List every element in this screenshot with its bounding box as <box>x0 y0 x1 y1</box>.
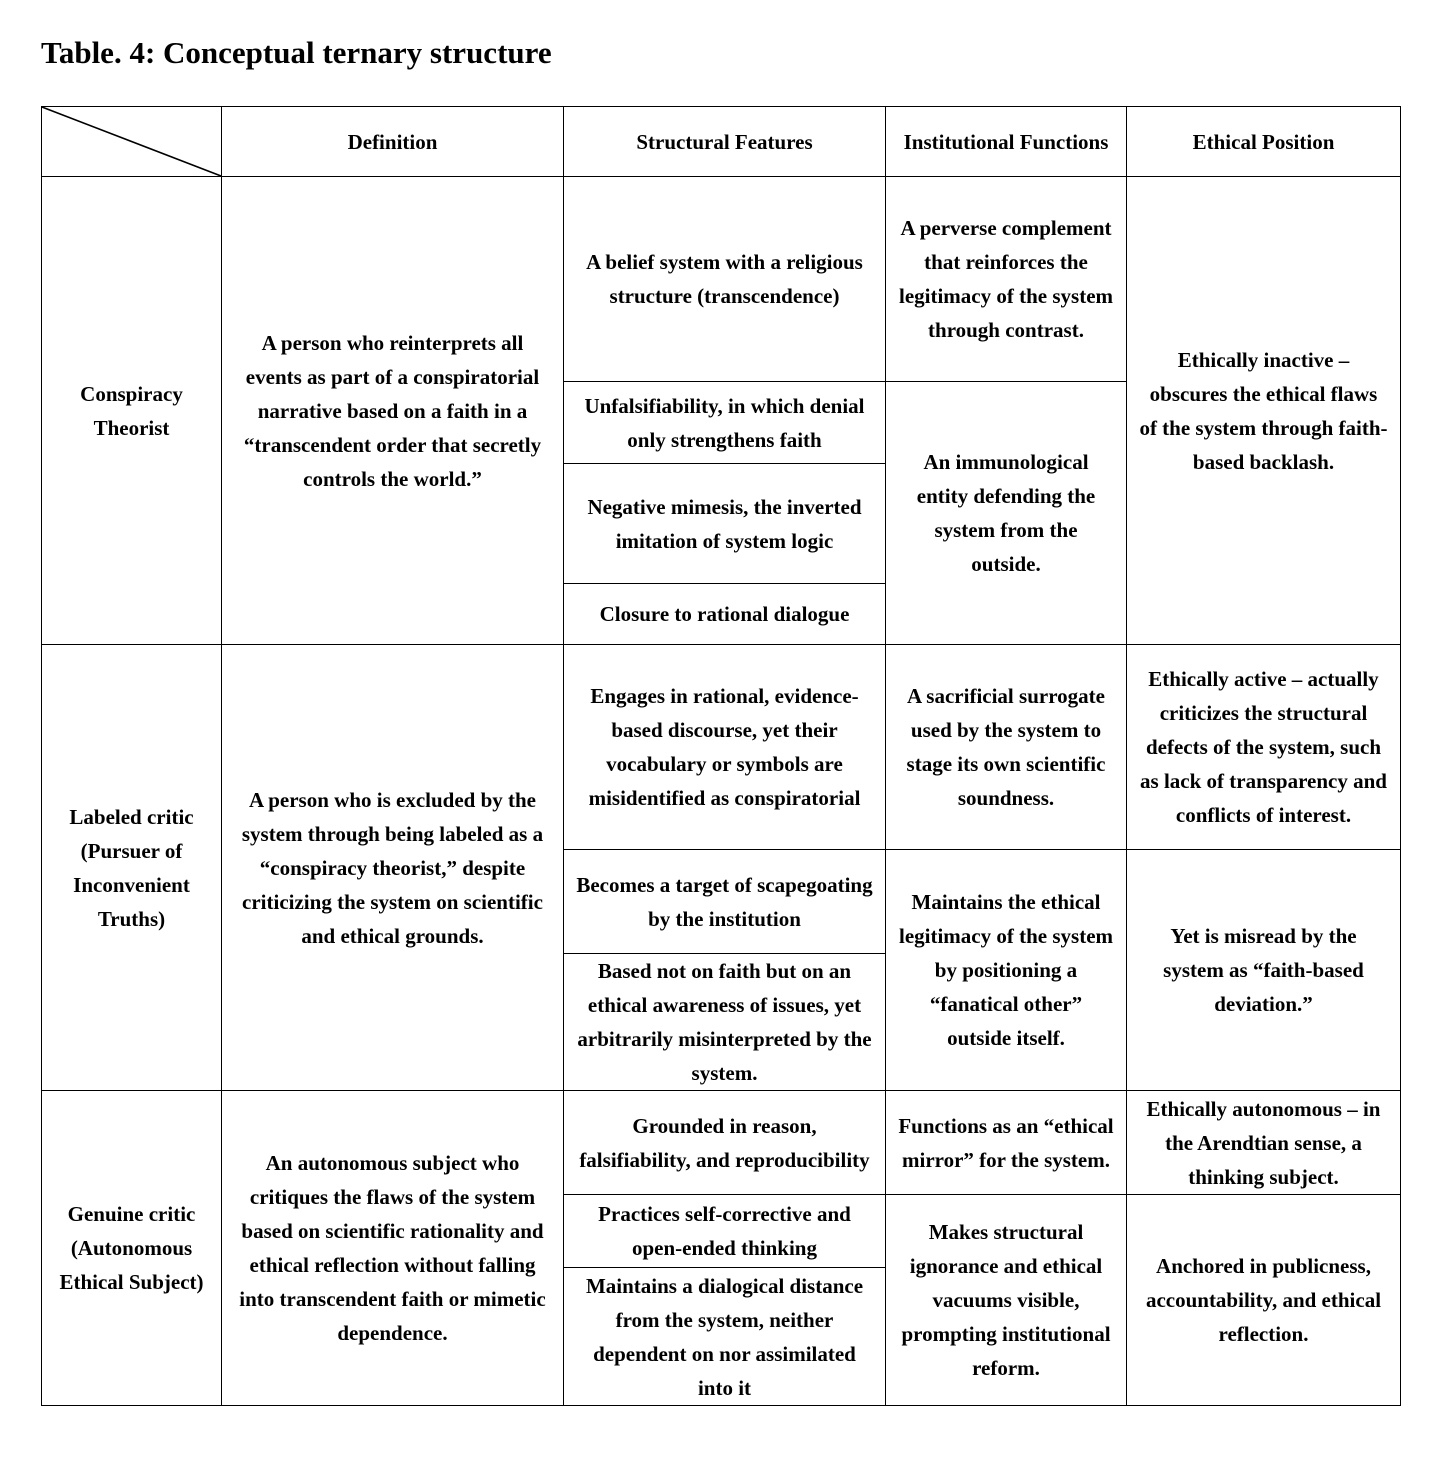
feature-cell: Grounded in reason, falsifiability, and reproducibility <box>564 1091 886 1195</box>
row-name-genuine-critic: Genuine critic (Autonomous Ethical Subject) <box>42 1091 222 1406</box>
feature-cell: Closure to rational dialogue <box>564 584 886 645</box>
ternary-structure-table <box>41 106 1401 1406</box>
feature-cell: Based not on faith but on an ethical awareness of issues, yet arbitrarily misinterpreted by the system. <box>564 954 886 1091</box>
ethics-cell: Ethically inactive – obscures the ethical flaws of the system through faith-based backlash. <box>1127 177 1401 645</box>
header-institutional-functions: Institutional Functions <box>886 107 1127 177</box>
feature-cell: Unfalsifiability, in which denial only strengthens faith <box>564 382 886 464</box>
feature-cell: Maintains a dialogical distance from the system, neither dependent on nor assimilated into it <box>564 1268 886 1406</box>
corner-cell <box>42 107 222 177</box>
ethics-cell: Anchored in publicness, accountability, and ethical reflection. <box>1127 1195 1401 1406</box>
table-row <box>42 645 1401 850</box>
table-row <box>42 1091 1401 1195</box>
header-row <box>42 107 1401 177</box>
definition-cell: An autonomous subject who critiques the flaws of the system based on scientific rationality and ethical reflection without falling into transcendent faith or mimetic dependence. <box>222 1091 564 1406</box>
function-cell: A perverse complement that reinforces the legitimacy of the system through contrast. <box>886 177 1127 382</box>
function-cell: Makes structural ignorance and ethical vacuums visible, prompting institutional reform. <box>886 1195 1127 1406</box>
ethics-cell: Ethically active – actually criticizes the structural defects of the system, such as lack of transparency and conflicts of interest. <box>1127 645 1401 850</box>
row-name-labeled-critic: Labeled critic (Pursuer of Inconvenient Truths) <box>42 645 222 1091</box>
diagonal-divider <box>42 107 221 176</box>
header-structural-features: Structural Features <box>564 107 886 177</box>
feature-cell: Engages in rational, evidence-based discourse, yet their vocabulary or symbols are misidentified as conspiratorial <box>564 645 886 850</box>
function-cell: An immunological entity defending the system from the outside. <box>886 382 1127 645</box>
definition-cell: A person who reinterprets all events as part of a conspiratorial narrative based on a faith in a “transcendent order that secretly controls the world.” <box>222 177 564 645</box>
definition-cell: A person who is excluded by the system through being labeled as a “conspiracy theorist,” despite criticizing the system on scientific and ethical grounds. <box>222 645 564 1091</box>
table-title: Table. 4: Conceptual ternary structure <box>41 35 552 70</box>
function-cell: A sacrificial surrogate used by the system to stage its own scientific soundness. <box>886 645 1127 850</box>
feature-cell: A belief system with a religious structure (transcendence) <box>564 177 886 382</box>
header-ethical-position: Ethical Position <box>1127 107 1401 177</box>
feature-cell: Negative mimesis, the inverted imitation of system logic <box>564 464 886 584</box>
feature-cell: Practices self-corrective and open-ended thinking <box>564 1195 886 1268</box>
function-cell: Functions as an “ethical mirror” for the system. <box>886 1091 1127 1195</box>
row-name-conspiracy-theorist: Conspiracy Theorist <box>42 177 222 645</box>
function-cell: Maintains the ethical legitimacy of the system by positioning a “fanatical other” outside itself. <box>886 850 1127 1091</box>
ethics-cell: Yet is misread by the system as “faith-based deviation.” <box>1127 850 1401 1091</box>
table-row <box>42 177 1401 382</box>
ethics-cell: Ethically autonomous – in the Arendtian sense, a thinking subject. <box>1127 1091 1401 1195</box>
header-definition: Definition <box>222 107 564 177</box>
feature-cell: Becomes a target of scapegoating by the institution <box>564 850 886 954</box>
